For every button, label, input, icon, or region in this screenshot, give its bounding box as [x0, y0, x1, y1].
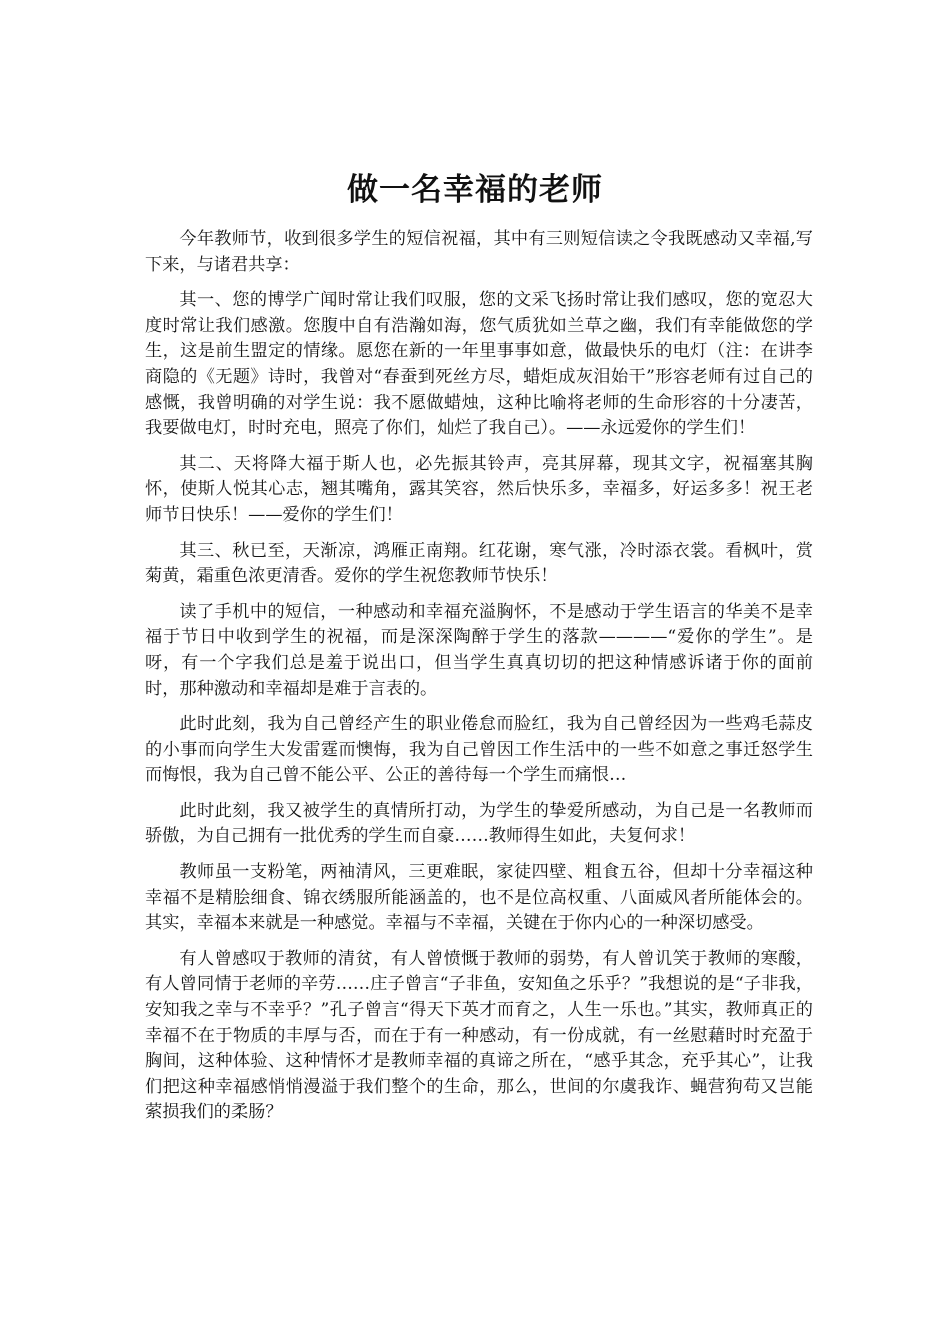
paragraph-message-two: 其二、天将降大福于斯人也，必先振其铃声，亮其屏幕，现其文字，祝福塞其胸怀，使斯人悦其心志，翘其嘴角，露其笑容，然后快乐多，幸福多，好运多多！祝王老师节日快乐！——爱你的学生们！	[145, 453, 813, 525]
document-title: 做一名幸福的老师	[347, 172, 603, 208]
paragraph-message-three: 其三、秋已至，天渐凉，鸿雁正南翔。红花谢，寒气涨，冷时添衣裳。看枫叶，赏菊黄，霜重色浓更清香。爱你的学生祝您教师节快乐！	[145, 540, 813, 587]
paragraph-message-one: 其一、您的博学广闻时常让我们叹服，您的文采飞扬时常让我们感叹，您的宽忍大度时常让我们感激。您腹中自有浩瀚如海，您气质犹如兰草之幽，我们有幸能做您的学生，这是前生盟定的情缘。愿您在新的一年里事事如意，做最快乐的电灯（注：在讲李商隐的《无题》诗时，我曾对“春蚕到死丝方尽，蜡炬成灰泪始干”形容老师有过自己的感慨，我曾明确的对学生说：我不愿做蜡烛，这种比喻将老师的生命形容的十分凄苦，我要做电灯，时时充电，照亮了你们，灿烂了我自己）。——永远爱你的学生们！	[145, 290, 813, 439]
paragraph-intro: 今年教师节，收到很多学生的短信祝福，其中有三则短信读之令我既感动又幸福,写下来，与诸君共享：	[145, 229, 813, 275]
paragraph-regret: 此时此刻，我为自己曾经产生的职业倦怠而脸红，我为自己曾经因为一些鸡毛蒜皮的小事而向学生大发雷霆而懊悔，我为自己曾因工作生活中的一些不如意之事迁怒学生而悔恨，我为自己曾不能公平、公正的善待每一个学生而痛恨…	[145, 714, 813, 786]
paragraph-happiness: 教师虽一支粉笔，两袖清风，三更难眠，家徒四壁、粗食五谷，但却十分幸福这种幸福不是精脍细食、锦衣绣服所能涵盖的，也不是位高权重、八面威风者所能体会的。其实，幸福本来就是一种感觉。幸福与不幸福，关键在于你内心的一种深切感受。	[145, 862, 813, 934]
paragraph-reflection: 读了手机中的短信，一种感动和幸福充溢胸怀，不是感动于学生语言的华美不是幸福于节日中收到学生的祝福，而是深深陶醉于学生的落款————“爱你的学生”。是呀，有一个字我们总是羞于说出口，但当学生真真切切的把这种情感诉诸于你的面前时，那种激动和幸福却是难于言表的。	[145, 601, 813, 699]
paragraph-conclusion: 有人曾感叹于教师的清贫，有人曾愤慨于教师的弱势，有人曾讥笑于教师的寒酸，有人曾同情于老师的辛劳……庄子曾言“子非鱼，安知鱼之乐乎？”我想说的是“子非我，安知我之幸与不幸乎？”孔子曾言“得天下英才而育之，人生一乐也。”其实，教师真正的幸福不在于物质的丰厚与否，而在于有一种感动，有一份成就，有一丝慰藉时时充盈于胸间，这种体验、这种情怀才是教师幸福的真谛之所在，“感乎其念，充乎其心”，让我们把这种幸福感悄悄漫溢于我们整个的生命，那么，世间的尔虞我诈、蝇营狗苟又岂能萦损我们的柔肠？	[145, 948, 813, 1123]
document-body	[145, 227, 813, 1136]
paragraph-pride: 此时此刻，我又被学生的真情所打动，为学生的挚爱所感动，为自己是一名教师而骄傲，为自己拥有一批优秀的学生而自豪……教师得生如此，夫复何求！	[145, 800, 813, 847]
